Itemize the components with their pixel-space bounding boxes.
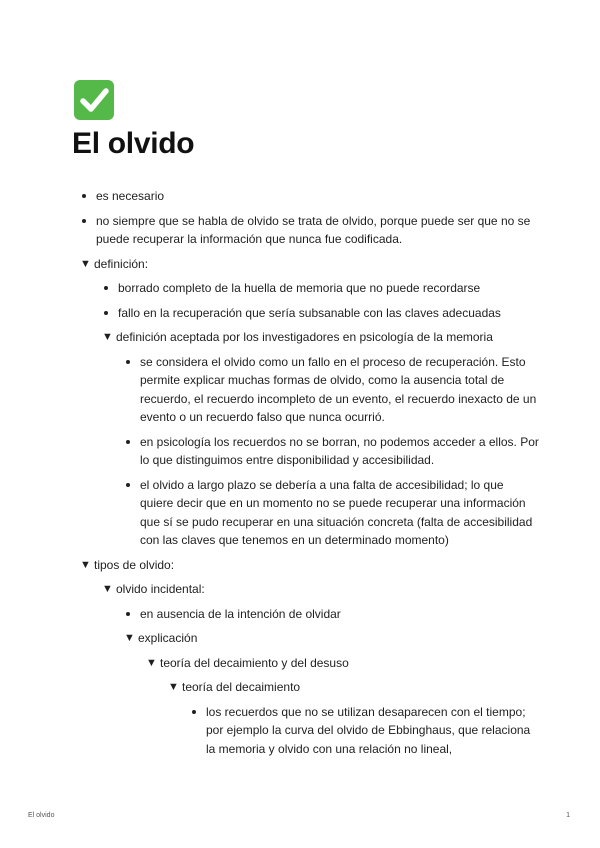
bullet-icon [126,360,130,364]
toggle-header[interactable] [146,654,540,673]
toggle-triangle-icon[interactable]: ▼ [168,681,179,693]
page-title: El olvido [72,127,195,160]
toggle-teoria-decaimiento-desuso [146,654,540,759]
toggle-triangle-icon[interactable]: ▼ [80,558,91,571]
toggle-label: definición: [94,256,149,271]
toggle-label: tipos de olvido: [94,557,175,572]
toggle-definicion-aceptada [102,328,540,550]
list-item [102,279,540,298]
toggle-olvido-incidental [102,580,540,758]
list-item-text: no siempre que se habla de olvido se trata de olvido, porque puede ser que no se puede recuperar la información que nunca fue codificada. [96,213,531,246]
bullet-icon [192,710,196,714]
toggle-teoria-decaimiento [168,678,540,758]
footer-title: El olvido [28,812,55,819]
list-item [124,353,540,427]
list-item [102,304,540,323]
toggle-header[interactable] [102,580,540,599]
toggle-label: definición aceptada por los investigadores en psicología de la memoria [116,330,493,344]
toggle-label: teoría del decaimiento [182,680,301,694]
bullet-icon [126,440,130,444]
bullet-icon [126,483,130,487]
toggle-triangle-icon[interactable]: ▼ [80,257,91,270]
check-mark-icon [74,80,114,120]
list-item-text: los recuerdos que no se utilizan desaparecen con el tiempo; por ejemplo la curva del olvido de Ebbinghaus, que relaciona la memoria y olvido con una relación no lineal, [206,704,531,756]
toggle-label: teoría del decaimiento y del desuso [160,655,349,670]
toggle-header[interactable] [168,678,540,697]
bullet-icon [82,219,86,223]
toggle-definicion [80,255,540,550]
list-item-text: es necesario [96,189,165,203]
list-item-text: borrado completo de la huella de memoria que no puede recordarse [118,281,481,295]
toggle-label: olvido incidental: [116,582,205,596]
list-item-text: fallo en la recuperación que sería subsanable con las claves adecuadas [118,305,501,320]
list-item-text: el olvido a largo plazo se debería a una falta de accesibilidad; lo que quiere decir que en un momento no se puede recuperar una información que sí se pudo recuperar en una situación concreta (falta de accesibilidad con las claves que tenemos en un determinado momento) [140,477,533,547]
list-item-text: se considera el olvido como un fallo en el proceso de recuperación. Esto permite explicar muchas formas de olvido, como la ausencia total de recuerdo, el recuerdo incompleto de un evento, el recuerdo inexacto de un evento o un recuerdo falso que nunca ocurrió. [140,354,537,424]
list-item-text: en psicología los recuerdos no se borran, no podemos acceder a ellos. Por lo que distinguimos entre disponibilidad y accesibilidad. [140,434,539,467]
toggle-label: explicación [138,631,198,645]
toggle-header[interactable] [80,556,540,575]
toggle-header[interactable] [80,255,540,274]
list-item [124,476,540,550]
list-item [190,703,540,759]
list-item [80,212,540,249]
toggle-tipos-de-olvido [80,556,540,759]
toggle-triangle-icon[interactable]: ▼ [124,632,135,644]
toggle-explicacion [124,629,540,758]
check-mark-glyph [74,80,114,120]
list-item [80,187,540,206]
bullet-icon [104,286,108,290]
toggle-triangle-icon[interactable]: ▼ [102,583,113,595]
bullet-icon [82,194,86,198]
content-list [80,187,540,764]
toggle-header[interactable] [124,629,540,648]
list-item [124,433,540,470]
list-item-text: en ausencia de la intención de olvidar [140,606,341,621]
toggle-triangle-icon[interactable]: ▼ [146,656,157,669]
bullet-icon [126,612,130,616]
toggle-header[interactable] [102,328,540,347]
page-number: 1 [566,812,570,819]
toggle-triangle-icon[interactable]: ▼ [102,331,113,343]
list-item [124,605,540,624]
bullet-icon [104,311,108,315]
